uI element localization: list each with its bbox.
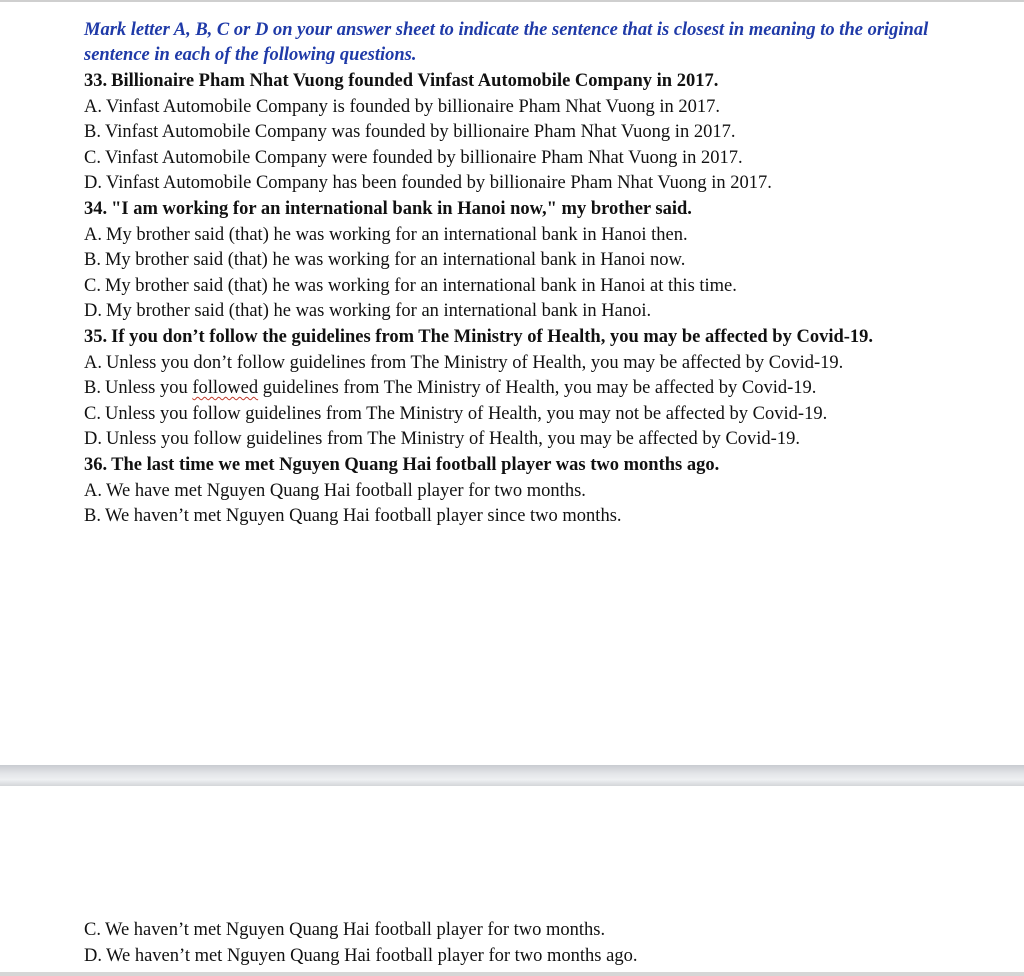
option-letter: A.	[84, 352, 102, 373]
option-letter: C.	[84, 275, 101, 296]
page-1-content	[84, 18, 984, 530]
document-page-2	[0, 786, 1024, 972]
option-text: We have met Nguyen Quang Hai football player for two months.	[106, 480, 586, 501]
question-34-option-d	[84, 299, 979, 325]
question-35-option-c	[84, 402, 979, 428]
option-text: Unless you follow guidelines from The Ministry of Health, you may not be affected by Covid-19.	[104, 403, 828, 424]
page-2-content	[84, 918, 984, 969]
question-text: "I am working for an international bank in Hanoi now," my brother said.	[111, 198, 692, 219]
question-text: If you don’t follow the guidelines from The Ministry of Health, you may be affected by Covid-19.	[111, 326, 874, 347]
option-text: We haven’t met Nguyen Quang Hai football player since two months.	[104, 506, 622, 527]
question-33-option-b	[84, 120, 979, 146]
option-letter: C.	[84, 147, 101, 168]
option-text: My brother said (that) he was working for an international bank in Hanoi at this time.	[104, 275, 737, 296]
option-letter: D.	[84, 301, 102, 322]
question-number: 35.	[84, 326, 108, 347]
question-34-option-a	[84, 223, 979, 249]
option-text: Unless you don’t follow guidelines from The Ministry of Health, you may be affected by Covid-19.	[106, 352, 844, 373]
question-36-option-d	[84, 944, 979, 970]
question-number: 33.	[84, 71, 108, 91]
question-text: The last time we met Nguyen Quang Hai football player was two months ago.	[111, 454, 720, 475]
option-text: My brother said (that) he was working for an international bank in Hanoi.	[106, 301, 652, 322]
question-33-option-c	[84, 146, 979, 172]
question-35-stem	[84, 325, 964, 351]
question-34-stem	[84, 197, 964, 223]
option-text: Vinfast Automobile Company were founded by billionaire Pham Nhat Vuong in 2017.	[104, 147, 743, 168]
page-bottom-border	[0, 972, 1024, 976]
option-letter: A.	[84, 224, 102, 245]
option-text: My brother said (that) he was working for an international bank in Hanoi now.	[104, 250, 686, 271]
question-text: Billionaire Pham Nhat Vuong founded Vinfast Automobile Company in 2017.	[111, 71, 719, 91]
option-text: Vinfast Automobile Company was founded by billionaire Pham Nhat Vuong in 2017.	[104, 122, 736, 143]
document-page-1	[0, 2, 1024, 765]
option-text-before: Unless you	[104, 378, 193, 399]
question-35-option-d	[84, 427, 979, 453]
question-35-option-a	[84, 351, 979, 377]
question-33-option-a	[84, 95, 979, 121]
option-letter: A.	[84, 480, 102, 501]
question-number: 36.	[84, 454, 108, 475]
option-text: Vinfast Automobile Company is founded by billionaire Pham Nhat Vuong in 2017.	[106, 96, 721, 117]
option-text: We haven’t met Nguyen Quang Hai football player for two months ago.	[106, 945, 638, 966]
spellcheck-marked-word: followed	[192, 378, 259, 399]
option-letter: C.	[84, 920, 101, 940]
question-33-stem	[84, 69, 964, 95]
option-text: Unless you follow guidelines from The Ministry of Health, you may be affected by Covid-19.	[106, 429, 800, 450]
option-text: My brother said (that) he was working for an international bank in Hanoi then.	[106, 224, 688, 245]
instructions: Mark letter A, B, C or D on your answer sheet to indicate the sentence that is closest in meaning to the original sentence in each of the following questions.	[84, 20, 929, 65]
option-letter: B.	[84, 378, 101, 399]
option-letter: B.	[84, 122, 101, 143]
question-number: 34.	[84, 198, 108, 219]
option-letter: D.	[84, 945, 102, 966]
question-35-option-b	[84, 376, 979, 402]
question-36-option-a	[84, 479, 979, 505]
option-letter: C.	[84, 403, 101, 424]
option-letter: D.	[84, 429, 102, 450]
page-break-gap	[0, 765, 1024, 786]
option-letter: D.	[84, 173, 102, 194]
option-text: We haven’t met Nguyen Quang Hai football player for two months.	[104, 920, 606, 940]
question-33-option-d	[84, 171, 979, 197]
option-letter: B.	[84, 250, 101, 271]
question-36-option-c	[84, 918, 979, 944]
question-34-option-b	[84, 248, 979, 274]
option-letter: A.	[84, 96, 102, 117]
option-text-after: guidelines from The Ministry of Health, you may be affected by Covid-19.	[258, 378, 817, 399]
question-36-option-b	[84, 504, 979, 530]
option-text: Vinfast Automobile Company has been founded by billionaire Pham Nhat Vuong in 2017.	[106, 173, 772, 194]
question-34-option-c	[84, 274, 979, 300]
question-36-stem	[84, 453, 964, 479]
option-letter: B.	[84, 506, 101, 527]
